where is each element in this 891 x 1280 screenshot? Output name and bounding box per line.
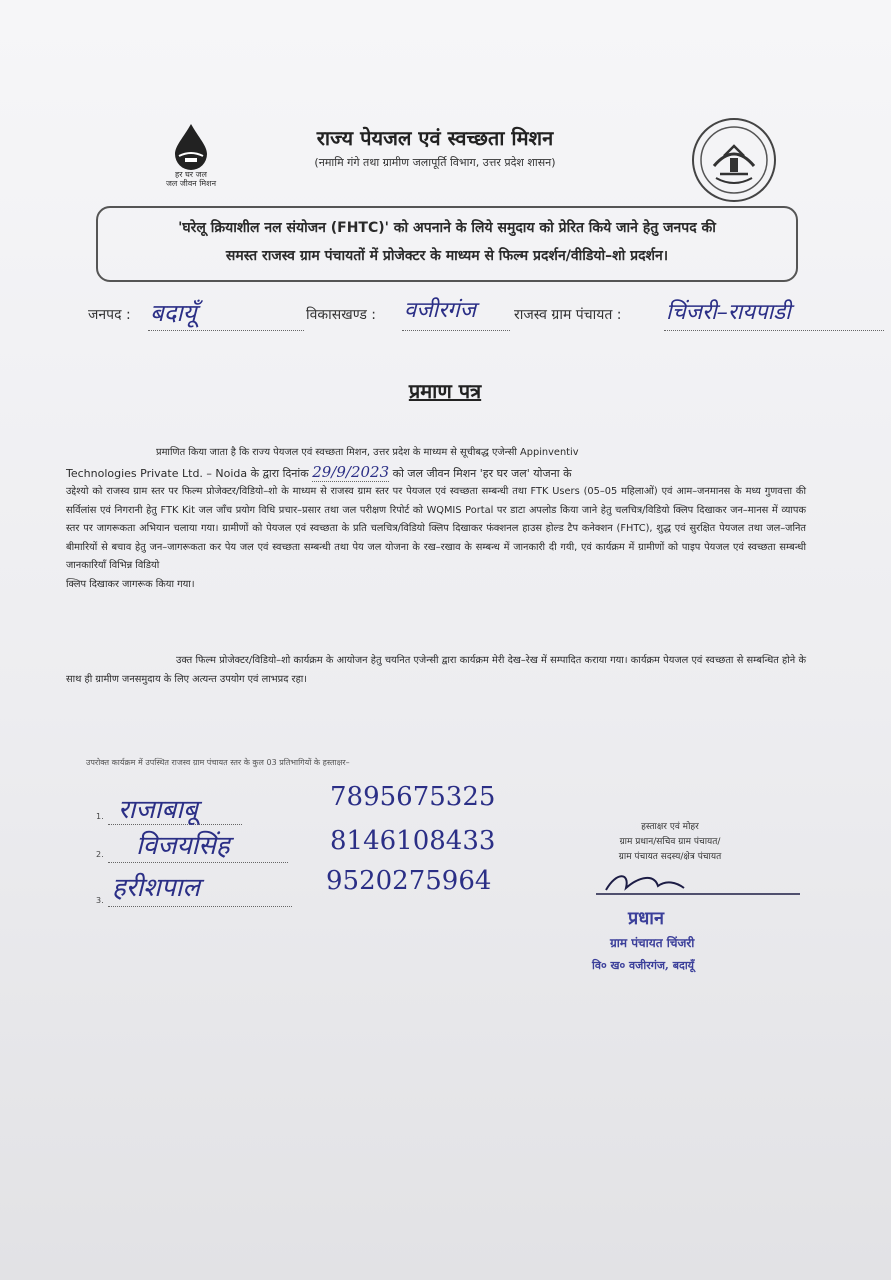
stamp-title: प्रधान [628, 908, 664, 929]
participant-index: 1. [96, 812, 104, 821]
certificate-paragraph-1 [66, 444, 806, 594]
participant-name: राजाबाबू [118, 795, 198, 825]
participant-name: हरीशपाल [112, 873, 200, 903]
logo-text: हर घर जल [175, 170, 207, 179]
participants-note: उपरोक्त कार्यक्रम में उपस्थित राजस्व ग्राम पंचायत स्तर के कुल 03 प्रतिभागियों के हस्ताक्षर– [86, 758, 350, 767]
mission-title: राज्य पेयजल एवं स्वच्छता मिशन [316, 126, 554, 150]
signatory-block [560, 820, 780, 865]
banner-line-1: 'घरेलू क्रियाशील नल संयोजन (FHTC)' को अपनाने के लिये समुदाय को प्रेरित किये जाने हेतु जनपद की [178, 220, 716, 236]
panchayat-label: राजस्व ग्राम पंचायत : [514, 307, 622, 323]
participant-phone: 9520275964 [326, 866, 492, 896]
para1-line-e: क्लिप दिखाकर जागरूक किया गया। [66, 578, 195, 590]
para2-text: उक्त फिल्म प्रोजेक्टर/विडियो–शो कार्यक्रम के आयोजन हेतु चयनित एजेन्सी द्वारा कार्यक्रम मेरी देख–रेख में सम्पादित कराया गया। कार्यक्रम पेयजल एवं स्वच्छता से सम्बन्धित होने के साथ ही ग्रामीण जनसमुदाय के लिए अत्यन्त उपयोग एवं लाभप्रद रहा। [66, 655, 806, 685]
pradhan-signature [596, 866, 806, 906]
stamp-line-1: ग्राम पंचायत चिंजरी [610, 936, 695, 950]
para1-body: उद्देश्यो को राजस्व ग्राम स्तर पर फिल्म प्रोजेक्टर/विडियो–शो के माध्यम से राजस्व ग्राम स्तर पर पेयजल एवं स्वच्छता सम्बन्धी तथा FTK Users (05–05 महिलाओं) एवं आम–जनमानस के मध्य गुणवत्ता की सर्विलांस एवं निगरानी हेतु FTK Kit जल जाँच प्रयोग विधि प्रचार–प्रसार तथा जल परीक्षण रिपोर्ट को WQMIS Portal पर डाटा अपलोड किया जाने हेतु चलचित्र/विडियो क्लिप दिखाकर जन–मानस में व्यापक स्तर पर जागरूकता अभियान चलाया गया। ग्रामीणों को पेयजल एवं स्वच्छता के प्रति चलचित्र/विडियो क्लिप दिखाकर फंक्शनल हाउस होल्ड टैप कनेक्शन (FHTC), शुद्ध एवं सुरक्षित पेयजल तथा जल–जनित बीमारियों से बचाव हेतु जन–जागरूकता कर पेय जल एवं स्वच्छता सम्बन्धी तथा पेय जल योजना के रख–रखाव के सम्बन्ध में जानकारी दी गयी, एवं कार्यक्रम में ग्रामीणों को पाइप पेयजल एवं स्वच्छता सम्बन्धी जानकारियाँ विभिन्न विडियो [66, 486, 806, 571]
para1-line-a: प्रमाणित किया जाता है कि राज्य पेयजल एवं स्वच्छता मिशन, उत्तर प्रदेश के माध्यम से सूचीबद्ध एजेन्सी Appinventiv [156, 447, 579, 458]
participant-line [108, 862, 288, 863]
para1-line-b: Technologies Private Ltd. – Noida के द्वारा दिनांक [66, 466, 309, 480]
panchayat-value: चिंजरी–रायपाडी [666, 300, 791, 325]
block-value: वजीरगंज [404, 298, 476, 323]
participant-phone: 8146108433 [330, 826, 496, 856]
para1-line-c: को जल जीवन मिशन 'हर घर जल' योजना के [392, 466, 572, 480]
panchayat-dotted-line [664, 330, 884, 331]
banner-line-2: समस्त राजस्व ग्राम पंचायतों में प्रोजेक्टर के माध्यम से फिल्म प्रदर्शन/वीडियो–शो प्रदर्शन। [225, 248, 669, 264]
block-dotted-line [402, 330, 510, 331]
signatory-line-1: हस्ताक्षर एवं मोहर [641, 822, 699, 832]
participant-phone: 7895675325 [330, 782, 496, 812]
participant-index: 3. [96, 896, 104, 905]
signatory-line-2: ग्राम प्रधान/सचिव ग्राम पंचायत/ [619, 837, 721, 847]
water-drop-icon [171, 122, 211, 170]
program-banner [96, 206, 798, 282]
participant-index: 2. [96, 850, 104, 859]
certificate-title: प्रमाण पत्र [408, 379, 482, 403]
stamp-line-2: वि० ख० वजीरगंज, बदायूँ [592, 959, 695, 972]
signatory-line-3: ग्राम पंचायत सदस्य/क्षेत्र पंचायत [618, 852, 722, 862]
district-dotted-line [148, 330, 304, 331]
up-government-emblem-icon [690, 116, 778, 204]
participant-line [108, 906, 292, 907]
participant-name: विजयसिंह [136, 831, 230, 861]
certificate-paragraph-2 [66, 652, 806, 689]
program-date: 29/9/2023 [312, 462, 390, 481]
logo-subtext: जल जीवन मिशन [165, 179, 217, 188]
district-value: बदायूँ [150, 299, 197, 327]
district-label: जनपद : [88, 307, 131, 323]
mission-subtitle: (नमामि गंगे तथा ग्रामीण जलापूर्ति विभाग, उत्तर प्रदेश शासन) [314, 156, 556, 169]
block-label: विकासखण्ड : [306, 307, 377, 323]
har-ghar-jal-logo [160, 122, 222, 188]
